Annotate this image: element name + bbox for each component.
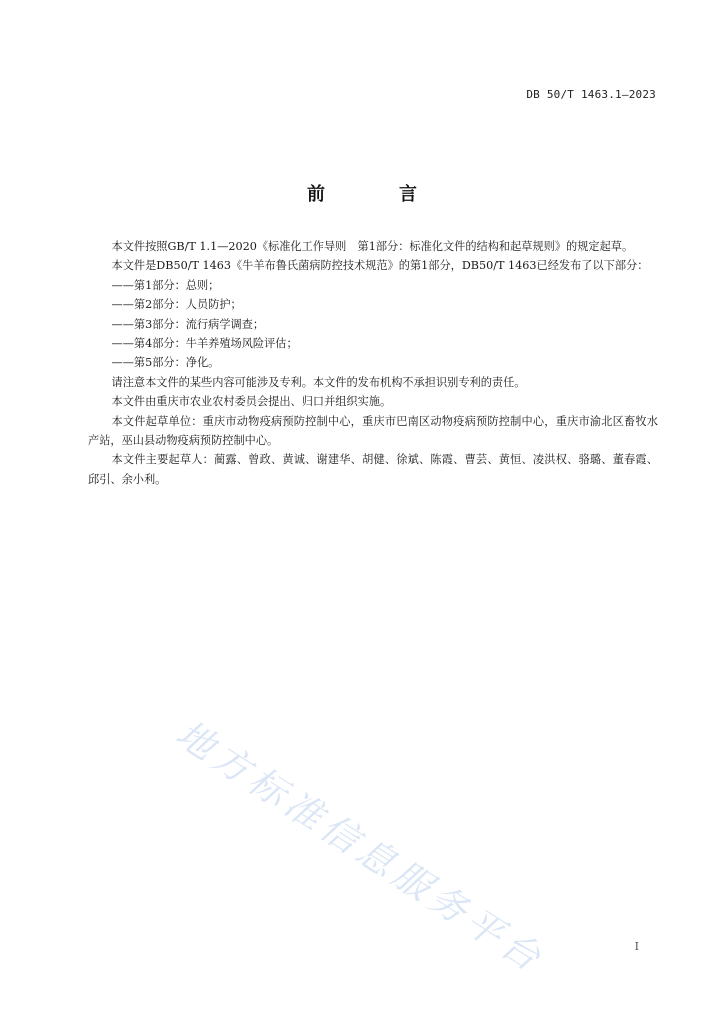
list-item-part-5: ——第5部分：净化。: [111, 356, 220, 370]
paragraph-patent-notice: 请注意本文件的某些内容可能涉及专利。本文件的发布机构不承担识别专利的责任。: [111, 375, 526, 389]
list-item-part-4: ——第4部分：牛羊养殖场风险评估；: [111, 337, 298, 351]
list-item-part-1: ——第1部分：总则；: [111, 278, 220, 292]
paragraph-drafting-rules: 本文件按照GB/T 1.1—2020《标准化工作导则 第1部分：标准化文件的结构和起草规则》的规定起草。: [111, 240, 634, 253]
paragraph-drafters: 本文件主要起草人：蔺露、曾政、黄诚、谢建华、胡健、徐斌、陈霞、曹芸、黄恒、凌洪权、骆璐、董春霞、邱引、余小利。: [88, 453, 658, 486]
paragraph-proposer: 本文件由重庆市农业农村委员会提出、归口并组织实施。: [111, 395, 392, 409]
list-item-part-3: ——第3部分：流行病学调查；: [111, 317, 265, 331]
foreword-body: [88, 237, 658, 489]
watermark: 地方标准信息服务平台: [168, 711, 553, 983]
document-number: DB 50/T 1463.1—2023: [526, 88, 656, 101]
page-number: I: [634, 940, 639, 953]
page-title: 前 言: [307, 184, 445, 205]
list-item-part-2: ——第2部分：人员防护；: [111, 298, 242, 312]
paragraph-drafting-units: 本文件起草单位：重庆市动物疫病预防控制中心，重庆市巴南区动物疫病预防控制中心，重庆市渝北区畜牧水产站，巫山县动物疫病预防控制中心。: [88, 414, 658, 448]
paragraph-series-intro: 本文件是DB50/T 1463《牛羊布鲁氏菌病防控技术规范》的第1部分，DB50/T 1463已经发布了以下部分：: [111, 259, 649, 273]
